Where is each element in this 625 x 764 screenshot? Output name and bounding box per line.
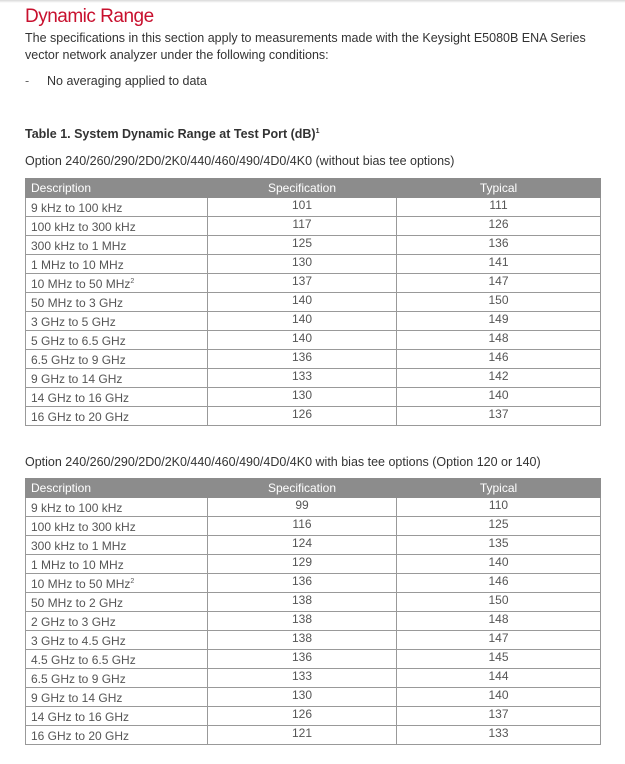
cell-typical-text: 146 <box>488 350 509 364</box>
cell-specification-text: 126 <box>291 407 313 421</box>
cell-description-text: 10 MHz to 50 MHz <box>31 277 131 291</box>
cell-specification <box>208 650 397 669</box>
cell-description-text: 9 kHz to 100 kHz <box>31 201 123 215</box>
cell-specification <box>208 593 397 612</box>
cell-specification <box>208 498 397 517</box>
cell-description <box>26 236 208 255</box>
cell-specification <box>208 574 397 593</box>
cell-specification-text: 133 <box>291 669 313 683</box>
cell-specification <box>208 517 397 536</box>
cell-specification <box>208 369 397 388</box>
dynamic-range-table-with-bias-tee <box>25 478 601 745</box>
cell-description-text: 6.5 GHz to 9 GHz <box>31 672 126 686</box>
cell-specification-text: 136 <box>291 350 313 364</box>
cell-specification-text: 130 <box>291 688 313 702</box>
cell-typical-text: 137 <box>488 407 509 421</box>
table-caption <box>25 127 320 141</box>
cell-specification <box>208 688 397 707</box>
cell-specification <box>208 726 397 745</box>
table-row <box>26 498 601 517</box>
cell-specification <box>208 293 397 312</box>
cell-specification-text: 121 <box>291 726 313 740</box>
cell-specification <box>208 669 397 688</box>
cell-specification-text: 99 <box>295 498 309 512</box>
cell-typical-text: 146 <box>488 574 509 588</box>
table-caption-text: Table 1. System Dynamic Range at Test Port (dB) <box>25 127 316 141</box>
cell-typical-text: 110 <box>488 498 509 512</box>
cell-typical-text: 137 <box>488 707 509 721</box>
cell-specification-text: 130 <box>291 255 313 269</box>
cell-specification-text: 138 <box>291 593 313 607</box>
table-row <box>26 217 601 236</box>
cell-description <box>26 669 208 688</box>
cell-typical <box>397 707 601 726</box>
cell-typical <box>397 293 601 312</box>
cell-description-text: 100 kHz to 300 kHz <box>31 220 136 234</box>
cell-description <box>26 331 208 350</box>
footnote-ref: 1 <box>315 127 320 135</box>
table-row <box>26 631 601 650</box>
cell-description-text: 50 MHz to 2 GHz <box>31 596 124 610</box>
cell-typical <box>397 650 601 669</box>
table-row <box>26 688 601 707</box>
dynamic-range-table-without-bias-tee <box>25 178 601 426</box>
cell-description-text: 1 MHz to 10 MHz <box>31 258 124 272</box>
cell-description <box>26 388 208 407</box>
cell-specification-text: 136 <box>291 574 313 588</box>
cell-typical-text: 135 <box>488 536 509 550</box>
cell-typical <box>397 331 601 350</box>
cell-description <box>26 350 208 369</box>
cell-description <box>26 498 208 517</box>
cell-typical <box>397 198 601 217</box>
table-row <box>26 593 601 612</box>
cell-typical <box>397 688 601 707</box>
bullet-dash: - <box>25 74 30 88</box>
cell-description <box>26 517 208 536</box>
cell-description <box>26 217 208 236</box>
cell-description <box>26 574 208 593</box>
cell-specification-text: 129 <box>291 555 313 569</box>
table2-option-label: Option 240/260/290/2D0/2K0/440/460/490/4D0/4K0 with bias tee options (Option 120 or 140) <box>25 455 541 469</box>
cell-typical <box>397 631 601 650</box>
cell-description <box>26 369 208 388</box>
cell-typical <box>397 217 601 236</box>
cell-typical <box>397 312 601 331</box>
cell-typical <box>397 593 601 612</box>
cell-description-text: 16 GHz to 20 GHz <box>31 729 130 743</box>
cell-description-text: 9 GHz to 14 GHz <box>31 372 123 386</box>
cell-specification <box>208 331 397 350</box>
cell-typical-text: 140 <box>488 688 509 702</box>
table-row <box>26 236 601 255</box>
col-header-description: Description <box>26 479 208 498</box>
table-row <box>26 536 601 555</box>
col-header-specification: Specification <box>208 179 397 198</box>
cell-description <box>26 650 208 669</box>
table1-option-label: Option 240/260/290/2D0/2K0/440/460/490/4D0/4K0 (without bias tee options) <box>25 154 455 168</box>
cell-description-text: 6.5 GHz to 9 GHz <box>31 353 126 367</box>
cell-typical <box>397 669 601 688</box>
cell-specification-text: 130 <box>291 388 313 402</box>
cell-typical-text: 140 <box>488 555 509 569</box>
cell-specification <box>208 612 397 631</box>
cell-typical <box>397 236 601 255</box>
cell-specification-text: 140 <box>291 312 313 326</box>
cell-description-text: 14 GHz to 16 GHz <box>31 391 130 405</box>
cell-description <box>26 407 208 426</box>
cell-specification <box>208 388 397 407</box>
cell-description-text: 10 MHz to 50 MHz <box>31 577 131 591</box>
table-row <box>26 350 601 369</box>
cell-description <box>26 293 208 312</box>
cell-typical-text: 150 <box>488 293 509 307</box>
table-row <box>26 293 601 312</box>
section-heading: Dynamic Range <box>25 6 154 27</box>
cell-typical-text: 144 <box>488 669 509 683</box>
cell-specification-text: 140 <box>291 293 313 307</box>
cell-typical <box>397 350 601 369</box>
cell-description <box>26 726 208 745</box>
table-row <box>26 517 601 536</box>
cell-description-text: 9 GHz to 14 GHz <box>31 691 123 705</box>
table-row <box>26 312 601 331</box>
footnote-ref: 2 <box>130 578 135 585</box>
cell-typical-text: 140 <box>488 388 509 402</box>
cell-specification <box>208 555 397 574</box>
cell-specification <box>208 350 397 369</box>
cell-typical <box>397 517 601 536</box>
cell-typical <box>397 726 601 745</box>
cell-specification-text: 138 <box>291 631 313 645</box>
footnote-ref: 2 <box>130 278 135 285</box>
cell-typical <box>397 536 601 555</box>
table-row <box>26 574 601 593</box>
cell-description-text: 14 GHz to 16 GHz <box>31 710 130 724</box>
cell-typical-text: 142 <box>488 369 509 383</box>
cell-typical-text: 150 <box>488 593 509 607</box>
cell-typical-text: 147 <box>488 274 509 288</box>
cell-typical <box>397 612 601 631</box>
table-row <box>26 274 601 293</box>
cell-description-text: 300 kHz to 1 MHz <box>31 539 127 553</box>
table-row <box>26 669 601 688</box>
table-row <box>26 388 601 407</box>
table-row <box>26 555 601 574</box>
cell-specification-text: 137 <box>291 274 313 288</box>
page-top-shadow <box>0 0 625 3</box>
cell-description-text: 1 MHz to 10 MHz <box>31 558 124 572</box>
cell-typical-text: 111 <box>489 198 508 212</box>
cell-specification <box>208 536 397 555</box>
cell-description <box>26 631 208 650</box>
cell-specification-text: 117 <box>292 217 312 231</box>
cell-specification-text: 126 <box>291 707 313 721</box>
cell-specification <box>208 312 397 331</box>
cell-specification <box>208 217 397 236</box>
cell-description <box>26 688 208 707</box>
cell-description <box>26 555 208 574</box>
cell-description-text: 9 kHz to 100 kHz <box>31 501 123 515</box>
cell-specification-text: 116 <box>292 517 312 531</box>
cell-description-text: 16 GHz to 20 GHz <box>31 410 130 424</box>
table-row <box>26 369 601 388</box>
cell-description-text: 3 GHz to 5 GHz <box>31 315 116 329</box>
cell-typical-text: 125 <box>488 517 509 531</box>
cell-description <box>26 536 208 555</box>
cell-typical-text: 133 <box>488 726 509 740</box>
cell-typical-text: 148 <box>488 612 509 626</box>
cell-typical-text: 147 <box>488 631 509 645</box>
table-row <box>26 255 601 274</box>
cell-specification <box>208 255 397 274</box>
cell-specification-text: 133 <box>291 369 313 383</box>
cell-specification-text: 138 <box>291 612 313 626</box>
bullet-text: No averaging applied to data <box>47 74 207 88</box>
table-row <box>26 612 601 631</box>
cell-specification-text: 124 <box>291 536 313 550</box>
cell-description <box>26 312 208 331</box>
cell-typical-text: 141 <box>488 255 509 269</box>
cell-typical-text: 126 <box>488 217 509 231</box>
col-header-description: Description <box>26 179 208 198</box>
table-row <box>26 707 601 726</box>
cell-typical-text: 148 <box>488 331 509 345</box>
cell-typical <box>397 498 601 517</box>
cell-description <box>26 612 208 631</box>
cell-description <box>26 255 208 274</box>
cell-description-text: 3 GHz to 4.5 GHz <box>31 634 126 648</box>
cell-typical <box>397 574 601 593</box>
table-row <box>26 726 601 745</box>
cell-typical <box>397 555 601 574</box>
cell-typical <box>397 274 601 293</box>
cell-description <box>26 707 208 726</box>
cell-description-text: 50 MHz to 3 GHz <box>31 296 124 310</box>
cell-description-text: 4.5 GHz to 6.5 GHz <box>31 653 136 667</box>
cell-specification-text: 125 <box>291 236 313 250</box>
table-row <box>26 331 601 350</box>
cell-specification <box>208 198 397 217</box>
condition-bullet <box>25 74 207 88</box>
cell-specification <box>208 707 397 726</box>
cell-typical-text: 145 <box>488 650 509 664</box>
cell-description-text: 2 GHz to 3 GHz <box>31 615 116 629</box>
cell-specification <box>208 631 397 650</box>
cell-specification-text: 136 <box>291 650 313 664</box>
table-row <box>26 198 601 217</box>
intro-paragraph: The specifications in this section apply to measurements made with the Keysight E5080B ENA Series vector network analyzer under the following conditions: <box>25 31 586 62</box>
cell-description-text: 5 GHz to 6.5 GHz <box>31 334 126 348</box>
cell-description <box>26 593 208 612</box>
table-header-row <box>26 179 601 198</box>
table-header-row <box>26 479 601 498</box>
cell-typical <box>397 369 601 388</box>
cell-description-text: 100 kHz to 300 kHz <box>31 520 136 534</box>
cell-typical-text: 136 <box>488 236 509 250</box>
cell-typical <box>397 388 601 407</box>
cell-typical <box>397 407 601 426</box>
cell-description <box>26 274 208 293</box>
table-row <box>26 650 601 669</box>
col-header-specification: Specification <box>208 479 397 498</box>
col-header-typical: Typical <box>397 479 601 498</box>
cell-specification <box>208 407 397 426</box>
col-header-typical: Typical <box>397 179 601 198</box>
cell-typical <box>397 255 601 274</box>
cell-typical-text: 149 <box>488 312 509 326</box>
cell-description <box>26 198 208 217</box>
cell-specification <box>208 274 397 293</box>
cell-specification <box>208 236 397 255</box>
table-row <box>26 407 601 426</box>
cell-specification-text: 140 <box>291 331 313 345</box>
cell-specification-text: 101 <box>291 198 313 212</box>
cell-description-text: 300 kHz to 1 MHz <box>31 239 127 253</box>
